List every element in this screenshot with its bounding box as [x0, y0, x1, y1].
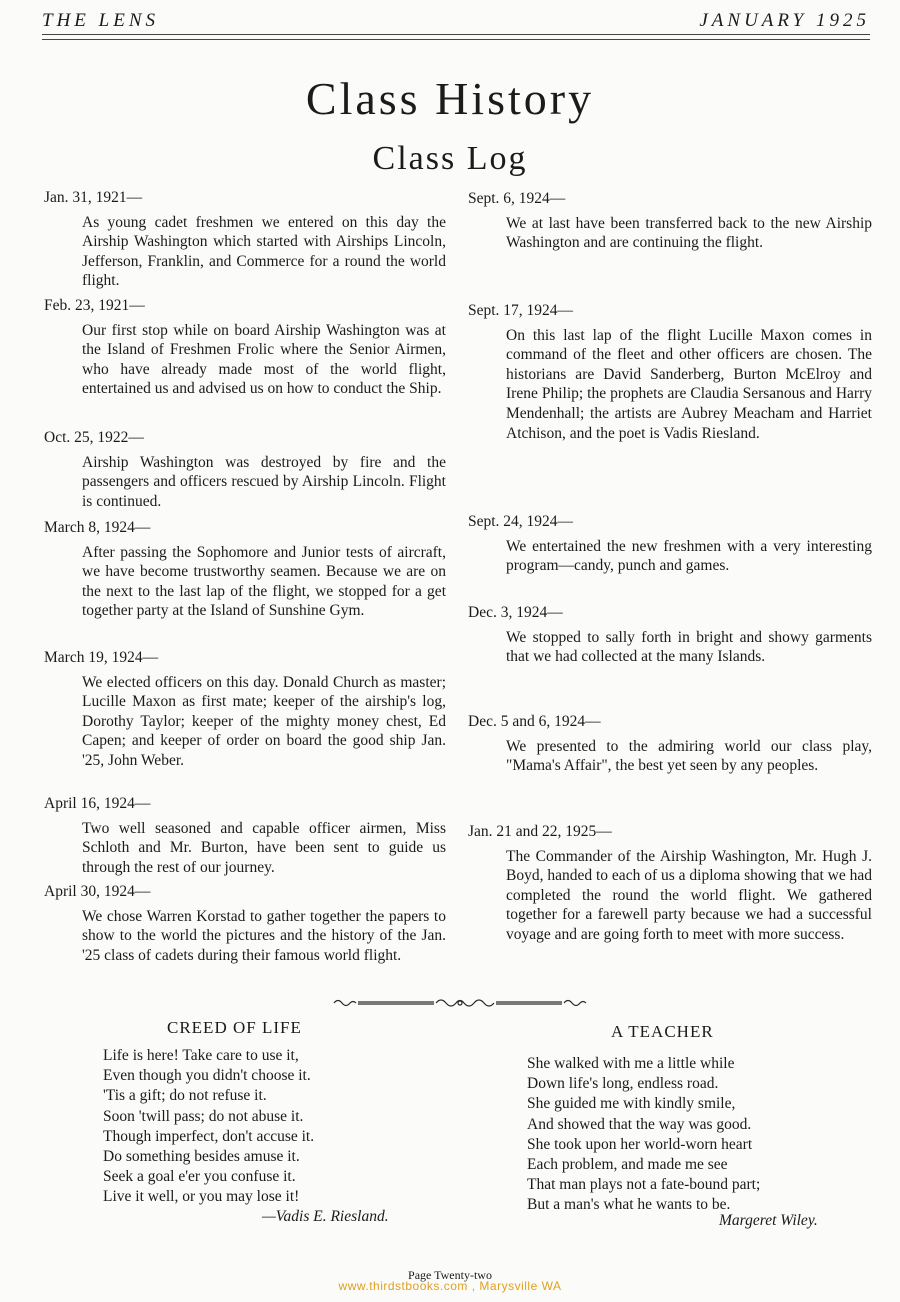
poem-line: Soon 'twill pass; do not abuse it. [103, 1107, 304, 1125]
poem-line: Down life's long, endless road. [527, 1075, 719, 1093]
entry-date: Feb. 23, 1921— [44, 297, 145, 314]
issue-date: JANUARY 1925 [699, 10, 870, 31]
log-entry [468, 189, 872, 253]
publication-name: THE LENS [42, 10, 159, 31]
ornamental-divider [330, 996, 590, 1010]
log-entry [44, 518, 446, 621]
poem-line: Even though you didn't choose it. [103, 1067, 311, 1085]
log-entry [44, 882, 446, 965]
entry-date: Sept. 6, 1924— [468, 190, 566, 207]
poem-line: Do something besides amuse it. [103, 1148, 300, 1166]
entry-text: Two well seasoned and capable officer airmen, Miss Schloth and Mr. Burton, have been sent to guide us through the rest of our journey. [82, 819, 446, 876]
poem-line: Seek a goal e'er you confuse it. [103, 1168, 296, 1186]
poem-body [527, 1054, 760, 1216]
log-entry [468, 512, 872, 576]
poem-line: But a man's what he wants to be. [527, 1196, 731, 1214]
section-subtitle: Class Log [372, 140, 528, 177]
entry-date: Sept. 24, 1924— [468, 513, 574, 530]
log-entry [468, 603, 872, 667]
log-entry [44, 428, 446, 511]
poem-line: Each problem, and made me see [527, 1156, 728, 1174]
poem-author: —Vadis E. Riesland. [262, 1208, 389, 1225]
poem-title: CREED OF LIFE [167, 1018, 302, 1037]
poem-line: 'Tis a gift; do not refuse it. [103, 1087, 267, 1105]
entry-date: Jan. 21 and 22, 1925— [468, 823, 612, 840]
log-entry [468, 822, 872, 945]
entry-text: On this last lap of the flight Lucille Maxon comes in command of the fleet and other officers are chosen. The historians are David Sanderberg, Burton McElroy and Irene Philip; the prophets are Claudia Sersanous and Harry Mendenhall; the artists are Aubrey Meacham and Harriet Atchison, and the poet is Vadis Riesland. [506, 326, 872, 442]
log-entry [44, 648, 446, 771]
entry-text: We at last have been transferred back to the new Airship Washington and are continuing the flight. [506, 214, 872, 252]
entry-text: We chose Warren Korstad to gather together the papers to show to the world the pictures and the history of the Jan. '25 class of cadets during their famous world flight. [82, 907, 446, 964]
poem-line: Though imperfect, don't accuse it. [103, 1127, 315, 1145]
poem-body [103, 1046, 314, 1208]
poem-line: She took upon her world-worn heart [527, 1135, 753, 1153]
entry-date: April 30, 1924— [44, 883, 151, 900]
log-entry [468, 301, 872, 443]
entry-date: Dec. 5 and 6, 1924— [468, 713, 601, 730]
entry-text: As young cadet freshmen we entered on this day the Airship Washington which started with Airships Lincoln, Jefferson, Franklin, and Commerce for a round the world flight. [82, 213, 446, 290]
watermark: www.thirdstbooks.com , Marysville WA [338, 1279, 562, 1293]
log-entry [468, 712, 872, 776]
poem-line: And showed that the way was good. [527, 1115, 752, 1133]
entry-date: April 16, 1924— [44, 795, 151, 812]
header-rule [42, 34, 870, 40]
poem-author: Margeret Wiley. [719, 1212, 818, 1229]
entry-text: We stopped to sally forth in bright and showy garments that we had collected at the many Islands. [506, 628, 872, 666]
poem-line: Life is here! Take care to use it, [103, 1047, 299, 1064]
log-entry [44, 296, 446, 399]
page-number: Page Twenty-two [408, 1268, 492, 1282]
log-entry [44, 188, 446, 291]
entry-text: We elected officers on this day. Donald Church as master; Lucille Maxon as first mate; keeper of the airship's log, Dorothy Taylor; keeper of the mighty money chest, Ed Capen; and keeper of order on board the good ship Jan. '25, John Weber. [82, 673, 446, 769]
poem-line: Live it well, or you may lose it! [103, 1188, 300, 1206]
poem-line: She guided me with kindly smile, [527, 1095, 736, 1113]
poem-line: She walked with me a little while [527, 1055, 735, 1072]
entry-date: March 19, 1924— [44, 649, 159, 666]
poem-title: A TEACHER [611, 1022, 714, 1041]
entry-text: After passing the Sophomore and Junior tests of aircraft, we have become trustworthy seamen. Because we are on the next to the last lap of the flight, we stopped for a get together party at the Island of Sunshine Gym. [82, 543, 446, 620]
entry-date: Oct. 25, 1922— [44, 429, 144, 446]
entry-text: Airship Washington was destroyed by fire and the passengers and officers rescued by Airship Lincoln. Flight is continued. [82, 453, 446, 510]
entry-text: We entertained the new freshmen with a very interesting program—candy, punch and games. [506, 537, 872, 575]
entry-date: Jan. 31, 1921— [44, 189, 143, 206]
entry-date: Dec. 3, 1924— [468, 604, 563, 621]
running-header [42, 10, 870, 38]
entry-text: The Commander of the Airship Washington, Mr. Hugh J. Boyd, handed to each of us a diploma showing that we had completed the round the world flight. We gathered together for a farewell party because we had a successful voyage and are going forth to meet with more success. [506, 847, 872, 943]
poem-line: That man plays not a fate-bound part; [527, 1176, 761, 1194]
entry-date: March 8, 1924— [44, 519, 151, 536]
page-title: Class History [305, 73, 595, 124]
log-entry [44, 794, 446, 877]
entry-date: Sept. 17, 1924— [468, 302, 574, 319]
entry-text: Our first stop while on board Airship Washington was at the Island of Freshmen Frolic where the Senior Airmen, who have already made most of the world flight, entertained us and advised us on how to conduct the Ship. [82, 321, 446, 398]
entry-text: We presented to the admiring world our class play, "Mama's Affair", the best yet seen by any peoples. [506, 737, 872, 775]
